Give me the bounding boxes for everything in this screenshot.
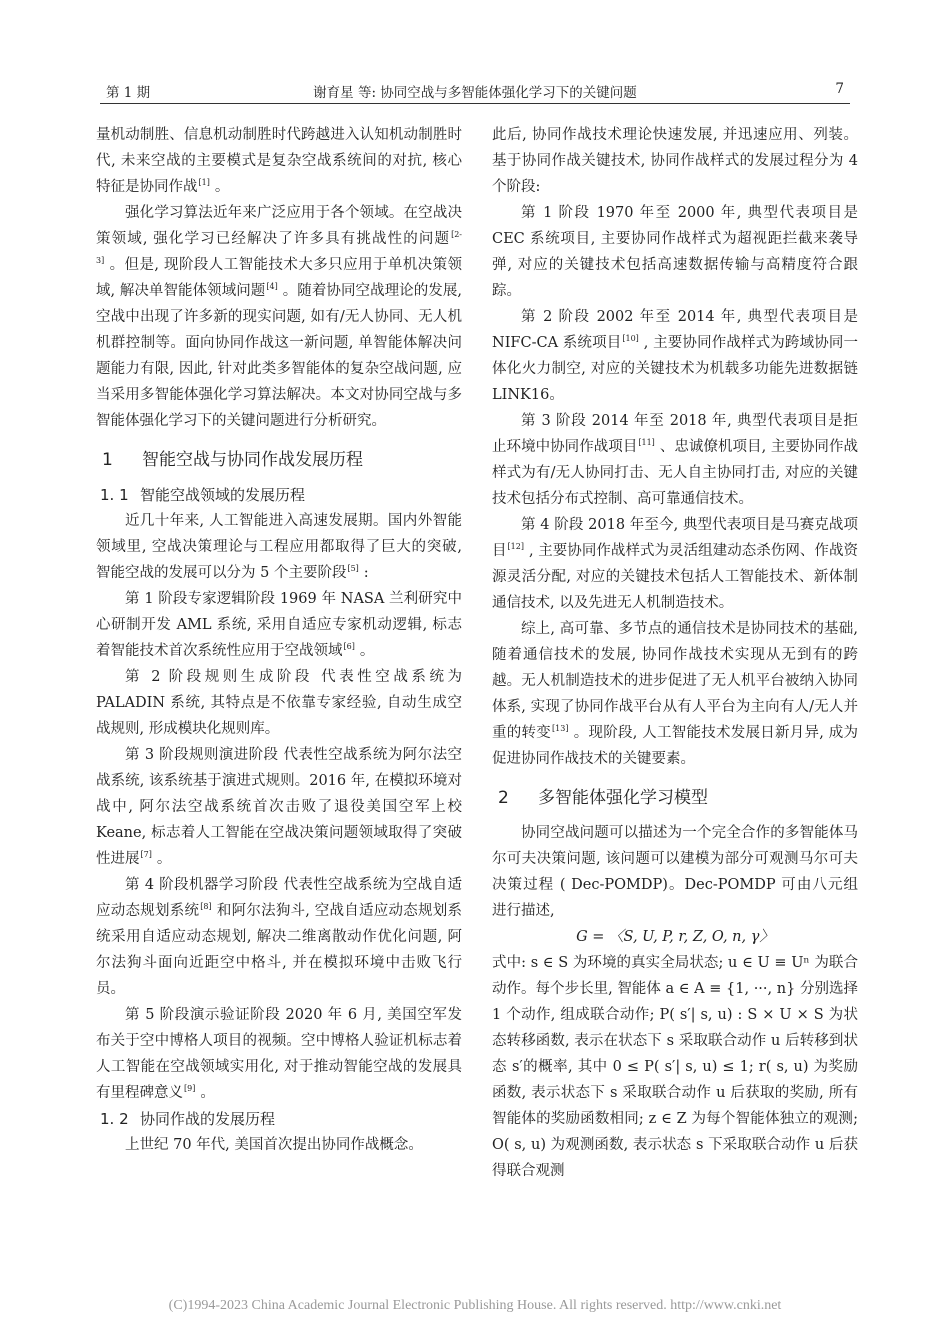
stage-paragraph: 第 1 阶段专家逻辑阶段 1969 年 NASA 兰利研究中心研制开发 AML 系统, 采用自适应专家机动逻辑, 标志着智能技术首次系统性应用于空战领域[6] 。 <box>96 591 462 659</box>
citation: [9] <box>184 1084 196 1094</box>
citation: [7] <box>140 850 152 860</box>
left-column <box>96 122 462 1158</box>
copyright-footer: (C)1994-2023 China Academic Journal Electronic Publishing House. All rights reserved. http://www.cnki.net <box>168 1298 782 1313</box>
stage-paragraph: 第 5 阶段演示验证阶段 2020 年 6 月, 美国空军发布关于空中博格人项目的视频。空中博格人验证机标志着人工智能在空战领域实用化, 对于推动智能空战的发展具有里程碑意义[9] 。 <box>96 1007 462 1101</box>
citation: [5] <box>347 564 359 574</box>
paragraph: 此后, 协同作战技术理论快速发展, 并迅速应用、列装。基于协同作战关键技术, 协同作战样式的发展过程分为 4 个阶段: <box>492 127 858 195</box>
citation: [4] <box>266 282 278 292</box>
issue-number: 第 1 期 <box>106 85 151 101</box>
citation: [12] <box>507 542 524 552</box>
paragraph: 综上, 高可靠、多节点的通信技术是协同技术的基础, 随着通信技术的发展, 协同作战技术实现从无到有的跨越。无人机制造技术的进步促进了无人机平台被纳入协同体系, 实现了协同作战平台从有人平台为主向有人/无人并重的转变[13] 。现阶段, 人工智能技术发展日新月异, 成为促进协同作战技术的关键要素。 <box>492 621 859 767</box>
section-heading: 1 智能空战与协同作战发展历程 <box>102 450 363 470</box>
running-title: 谢育星 等: 协同空战与多智能体强化学习下的关键问题 <box>313 85 637 101</box>
right-column <box>492 122 858 1184</box>
citation: [1] <box>198 178 210 188</box>
stage-paragraph: 第 3 阶段 2014 年至 2018 年, 典型代表项目是拒止环境中协同作战项目[11] 、忠诚僚机项目, 主要协同作战样式为有/无人协同打击、无人自主协同打击, 对应的关键技术包括分布式控制、高可靠通信技术。 <box>492 413 858 507</box>
stage-paragraph: 第 2 阶段规则生成阶段 代表性空战系统为 PALADIN 系统, 其特点是不依靠专家经验, 自动生成空战规则, 形成模块化规则库。 <box>96 669 462 737</box>
stage-paragraph: 第 4 阶段 2018 年至今, 典型代表项目是马赛克战项目[12] , 主要协同作战样式为灵活组建动态杀伤网、作战资源灵活分配, 对应的关键技术包括人工智能技术、新体制通信技术, 以及先进无人机制造技术。 <box>492 517 859 611</box>
paragraph: 协同空战问题可以描述为一个完全合作的多智能体马尔可夫决策问题, 该问题可以建模为部分可观测马尔可夫决策过程 ( Dec-POMDP)。Dec-POMDP 可由八元组进行描述, <box>492 825 858 919</box>
paragraph: 式中: s ∈ S 为环境的真实全局状态; u ∈ U ≡ Uⁿ 为联合动作。每个步长里, 智能体 a ∈ A ≡ {1, ···, n} 分别选择 1 个动作, 组成联合动作; P( s′| s, u) : S × U × S 为状态转移函数, 表示在状态下 s 采取联合动作 u 后转移到状态 s′的概率, 其中 0 ≤ P( s′| s, u) ≤ 1; r( s, u) 为奖励函数, 表示状态下 s 采取联合动作 u 后获取的奖励, 所有智能体的奖励函数相同; z ∈ Z 为每个智能体独立的观测; O( s, u) 为观测函数, 表示状态 s 下采取联合动作 u 后获得联合观测 <box>492 955 858 1179</box>
citation: [13] <box>552 724 569 734</box>
paragraph: 强化学习算法近年来广泛应用于各个领域。在空战决策领域, 强化学习已经解决了许多具有挑战性的问题[2-3] 。但是, 现阶段人工智能技术大多只应用于单机决策领域, 解决单智能体领域问题[4] 。随着协同空战理论的发展, 空战中出现了许多新的现实问题, 如有/无人协同、无人机机群控制等。面向协同作战这一新问题, 单智能体解决问题能力有限, 因此, 针对此类多智能体的复杂空战问题, 应当采用多智能体强化学习算法解决。本文对协同空战与多智能体强化学习下的关键问题进行分析研究。 <box>96 205 463 429</box>
running-header <box>100 78 850 100</box>
stage-paragraph: 第 2 阶段 2002 年至 2014 年, 典型代表项目是 NIFC-CA 系统项目[10] , 主要协同作战样式为跨域协同一体化火力制空, 对应的关键技术为机载多功能先进数据链 LINK16。 <box>492 309 858 403</box>
stage-paragraph: 第 4 阶段机器学习阶段 代表性空战系统为空战自适应动态规划系统[8] 和阿尔法狗斗, 空战自适应动态规划系统采用自适应动态规划, 解决二维离散动作优化问题, 阿尔法狗斗面向近距空中格斗, 并在模拟环境中击败飞行员。 <box>96 877 463 997</box>
subsection-heading: 1. 2 协同作战的发展历程 <box>100 1110 276 1128</box>
citation: [11] <box>638 438 655 448</box>
citation: [2-3] <box>96 230 462 266</box>
stage-paragraph: 第 1 阶段 1970 年至 2000 年, 典型代表项目是 CEC 系统项目, 主要协同作战样式为超视距拦截来袭导弹, 对应的关键技术包括高速数据传输与高精度符合跟踪。 <box>492 205 858 299</box>
stage-paragraph: 第 3 阶段规则演进阶段 代表性空战系统为阿尔法空战系统, 该系统基于演进式规则。2016 年, 在模拟环境对战中, 阿尔法空战系统首次击败了退役美国空军上校 Keane, 标志着人工智能在空战决策问题领域取得了突破性进展[7] 。 <box>96 747 462 867</box>
subsection-heading: 1. 1 智能空战领域的发展历程 <box>100 486 306 504</box>
header-rule <box>100 103 850 104</box>
paragraph: 近几十年来, 人工智能进入高速发展期。国内外智能领域里, 空战决策理论与工程应用都取得了巨大的突破, 智能空战的发展可以分为 5 个主要阶段[5] : <box>96 513 462 581</box>
paragraph: 量机动制胜、信息机动制胜时代跨越进入认知机动制胜时代, 未来空战的主要模式是复杂空战系统间的对抗, 核心特征是协同作战[1] 。 <box>96 127 462 195</box>
citation: [8] <box>200 902 212 912</box>
equation: G = 〈S, U, P, r, Z, O, n, γ〉 <box>576 929 774 945</box>
citation: [10] <box>622 334 639 344</box>
citation: [6] <box>343 642 355 652</box>
paragraph: 上世纪 70 年代, 美国首次提出协同作战概念。 <box>125 1137 423 1153</box>
section-heading: 2 多智能体强化学习模型 <box>498 788 708 808</box>
page-number: 7 <box>835 81 844 97</box>
